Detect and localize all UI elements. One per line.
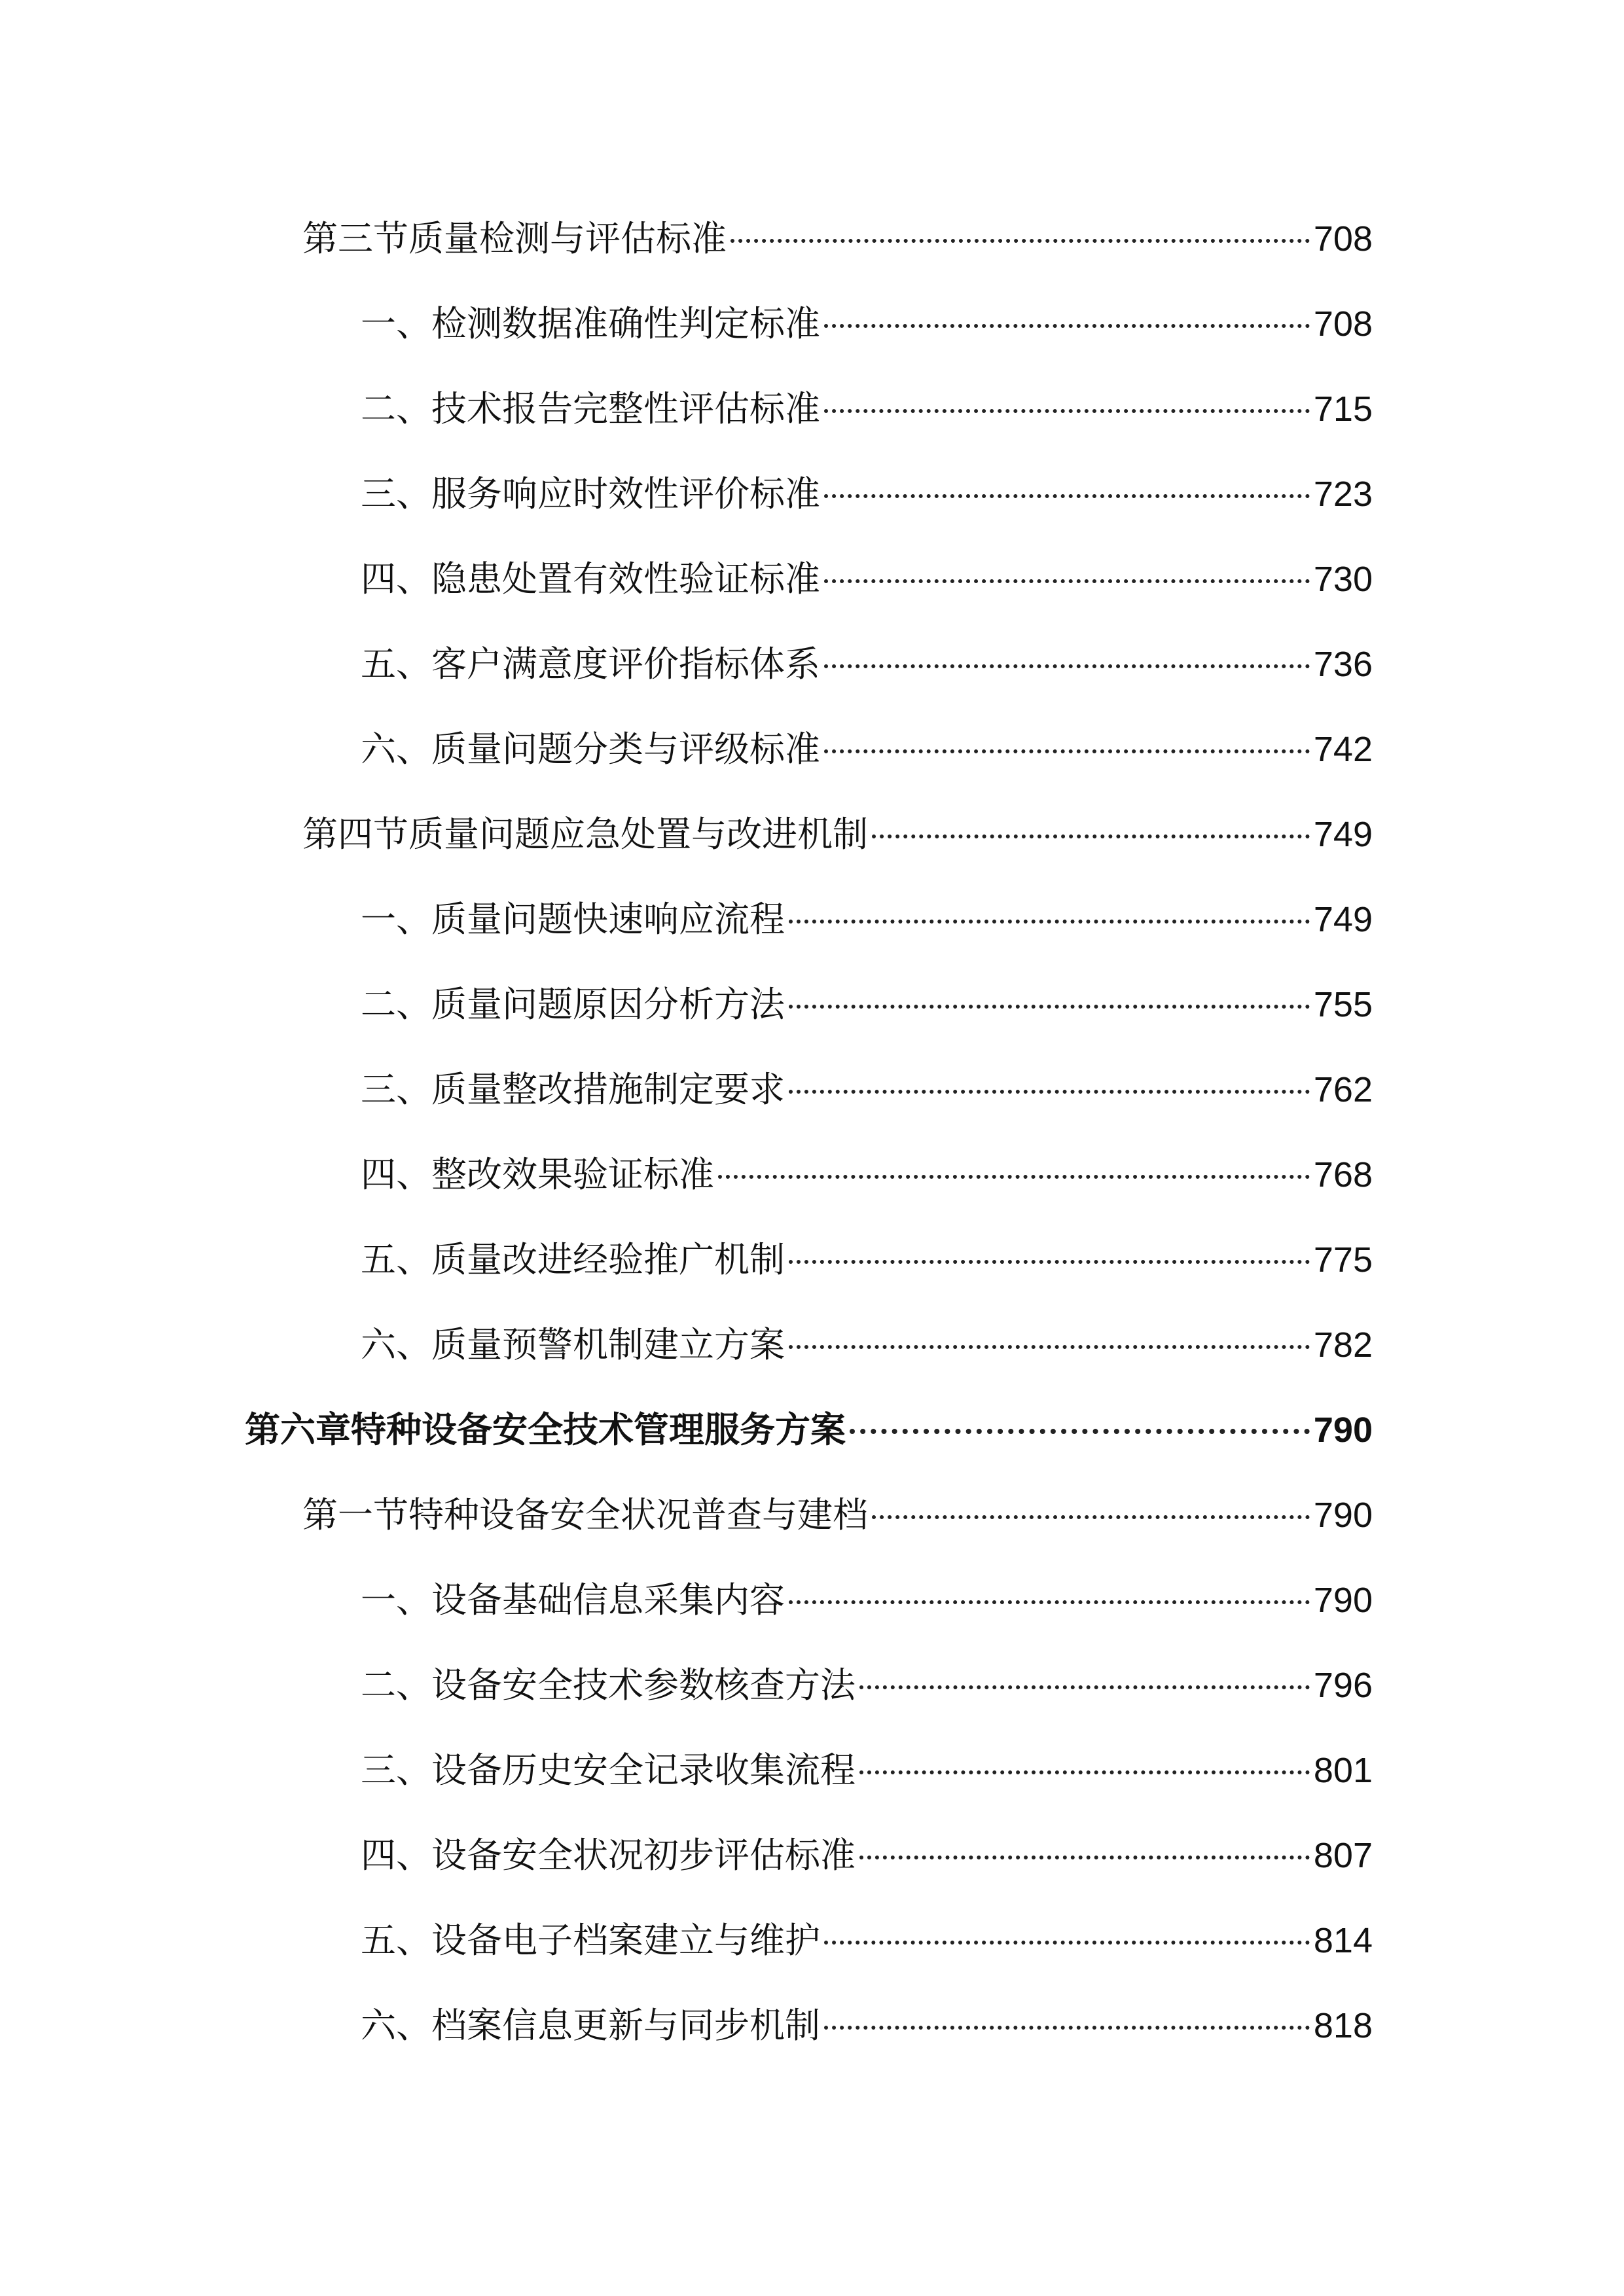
toc-page-number: 715 bbox=[1313, 389, 1373, 429]
toc-page-number: 708 bbox=[1313, 304, 1373, 344]
toc-entry[interactable] bbox=[0, 452, 1624, 537]
toc-dot-leader bbox=[789, 1600, 1310, 1604]
toc-dot-leader bbox=[850, 1429, 1310, 1434]
toc-entry[interactable] bbox=[0, 792, 1624, 877]
toc-page-number: 818 bbox=[1313, 2006, 1373, 2045]
toc-entry-title: 四、设备安全状况初步评估标准 bbox=[361, 1835, 856, 1876]
toc-entry[interactable] bbox=[0, 1983, 1624, 2068]
toc-page-number: 749 bbox=[1313, 900, 1373, 939]
toc-dot-leader bbox=[859, 1685, 1310, 1689]
toc-entry-title: 一、质量问题快速响应流程 bbox=[361, 899, 785, 940]
toc-page-number: 749 bbox=[1313, 815, 1373, 854]
toc-dot-leader bbox=[824, 324, 1310, 328]
toc-entry[interactable] bbox=[0, 707, 1624, 792]
toc-dot-leader bbox=[731, 239, 1310, 243]
toc-page-number: 775 bbox=[1313, 1240, 1373, 1280]
toc-entry-title: 第三节质量检测与评估标准 bbox=[302, 218, 727, 259]
toc-entry[interactable] bbox=[0, 877, 1624, 962]
toc-entry[interactable] bbox=[0, 281, 1624, 367]
toc-page-number: 782 bbox=[1313, 1325, 1373, 1365]
toc-entry-title: 四、隐患处置有效性验证标准 bbox=[361, 558, 820, 600]
toc-entry-title: 三、服务响应时效性评价标准 bbox=[361, 473, 820, 514]
toc-page-number: 708 bbox=[1313, 219, 1373, 259]
toc-entry-title: 六、档案信息更新与同步机制 bbox=[361, 2005, 820, 2046]
toc-page-number: 796 bbox=[1313, 1666, 1373, 1705]
toc-page-number: 730 bbox=[1313, 560, 1373, 599]
toc-entry[interactable] bbox=[0, 622, 1624, 707]
toc-dot-leader bbox=[789, 1345, 1310, 1349]
toc-dot-leader bbox=[824, 494, 1310, 498]
toc-dot-leader bbox=[824, 749, 1310, 753]
toc-entry-title: 六、质量问题分类与评级标准 bbox=[361, 728, 820, 770]
toc-entry[interactable] bbox=[0, 1217, 1624, 1302]
toc-dot-leader bbox=[872, 1515, 1310, 1519]
toc-dot-leader bbox=[789, 1260, 1310, 1264]
toc-dot-leader bbox=[824, 664, 1310, 668]
toc-entry[interactable] bbox=[0, 1813, 1624, 1898]
toc-dot-leader bbox=[824, 409, 1310, 413]
toc-dot-leader bbox=[859, 1856, 1310, 1859]
toc-dot-leader bbox=[789, 1090, 1310, 1094]
toc-page-number: 723 bbox=[1313, 475, 1373, 514]
table-of-contents bbox=[0, 196, 1624, 2068]
toc-dot-leader bbox=[789, 920, 1310, 924]
toc-dot-leader bbox=[789, 1005, 1310, 1009]
toc-entry-title: 第一节特种设备安全状况普查与建档 bbox=[302, 1494, 868, 1535]
toc-entry-title: 五、质量改进经验推广机制 bbox=[361, 1239, 785, 1280]
toc-page-number: 801 bbox=[1313, 1751, 1373, 1790]
toc-entry[interactable] bbox=[0, 1473, 1624, 1558]
toc-entry-title: 二、质量问题原因分析方法 bbox=[361, 984, 785, 1025]
toc-entry-title: 五、设备电子档案建立与维护 bbox=[361, 1920, 820, 1961]
toc-page-number: 790 bbox=[1313, 1581, 1373, 1620]
toc-entry-title: 二、设备安全技术参数核查方法 bbox=[361, 1664, 856, 1706]
toc-entry[interactable] bbox=[0, 962, 1624, 1047]
toc-page-number: 762 bbox=[1313, 1070, 1373, 1109]
toc-page-number: 790 bbox=[1313, 1496, 1373, 1535]
toc-entry[interactable] bbox=[0, 1728, 1624, 1813]
toc-dot-leader bbox=[872, 834, 1310, 838]
toc-entry[interactable] bbox=[0, 1047, 1624, 1132]
toc-entry-title: 五、客户满意度评价指标体系 bbox=[361, 643, 820, 685]
toc-page-number: 807 bbox=[1313, 1836, 1373, 1875]
toc-page-number: 755 bbox=[1313, 985, 1373, 1024]
toc-entry-title: 四、整改效果验证标准 bbox=[361, 1154, 714, 1195]
toc-entry-title: 第六章特种设备安全技术管理服务方案 bbox=[245, 1409, 846, 1450]
toc-entry[interactable] bbox=[0, 1132, 1624, 1217]
toc-dot-leader bbox=[859, 1770, 1310, 1774]
toc-dot-leader bbox=[824, 579, 1310, 583]
toc-entry[interactable] bbox=[0, 1898, 1624, 1983]
toc-entry[interactable] bbox=[0, 537, 1624, 622]
toc-entry-title: 六、质量预警机制建立方案 bbox=[361, 1324, 785, 1365]
toc-dot-leader bbox=[824, 2026, 1310, 2030]
toc-entry-title: 二、技术报告完整性评估标准 bbox=[361, 388, 820, 429]
toc-entry-chapter[interactable] bbox=[0, 1388, 1624, 1473]
toc-entry-title: 第四节质量问题应急处置与改进机制 bbox=[302, 814, 868, 855]
toc-entry[interactable] bbox=[0, 196, 1624, 281]
toc-dot-leader bbox=[824, 1941, 1310, 1945]
toc-entry[interactable] bbox=[0, 1302, 1624, 1388]
toc-entry-title: 一、检测数据准确性判定标准 bbox=[361, 303, 820, 344]
toc-entry-title: 三、质量整改措施制定要求 bbox=[361, 1069, 785, 1110]
toc-entry[interactable] bbox=[0, 367, 1624, 452]
toc-page-number: 790 bbox=[1313, 1410, 1373, 1450]
toc-page-number: 736 bbox=[1313, 645, 1373, 684]
toc-entry-title: 三、设备历史安全记录收集流程 bbox=[361, 1749, 856, 1791]
toc-page-number: 814 bbox=[1313, 1921, 1373, 1960]
toc-entry[interactable] bbox=[0, 1643, 1624, 1728]
toc-entry-title: 一、设备基础信息采集内容 bbox=[361, 1579, 785, 1621]
toc-entry[interactable] bbox=[0, 1558, 1624, 1643]
toc-page-number: 768 bbox=[1313, 1155, 1373, 1194]
toc-page-number: 742 bbox=[1313, 730, 1373, 769]
toc-dot-leader bbox=[718, 1175, 1310, 1179]
